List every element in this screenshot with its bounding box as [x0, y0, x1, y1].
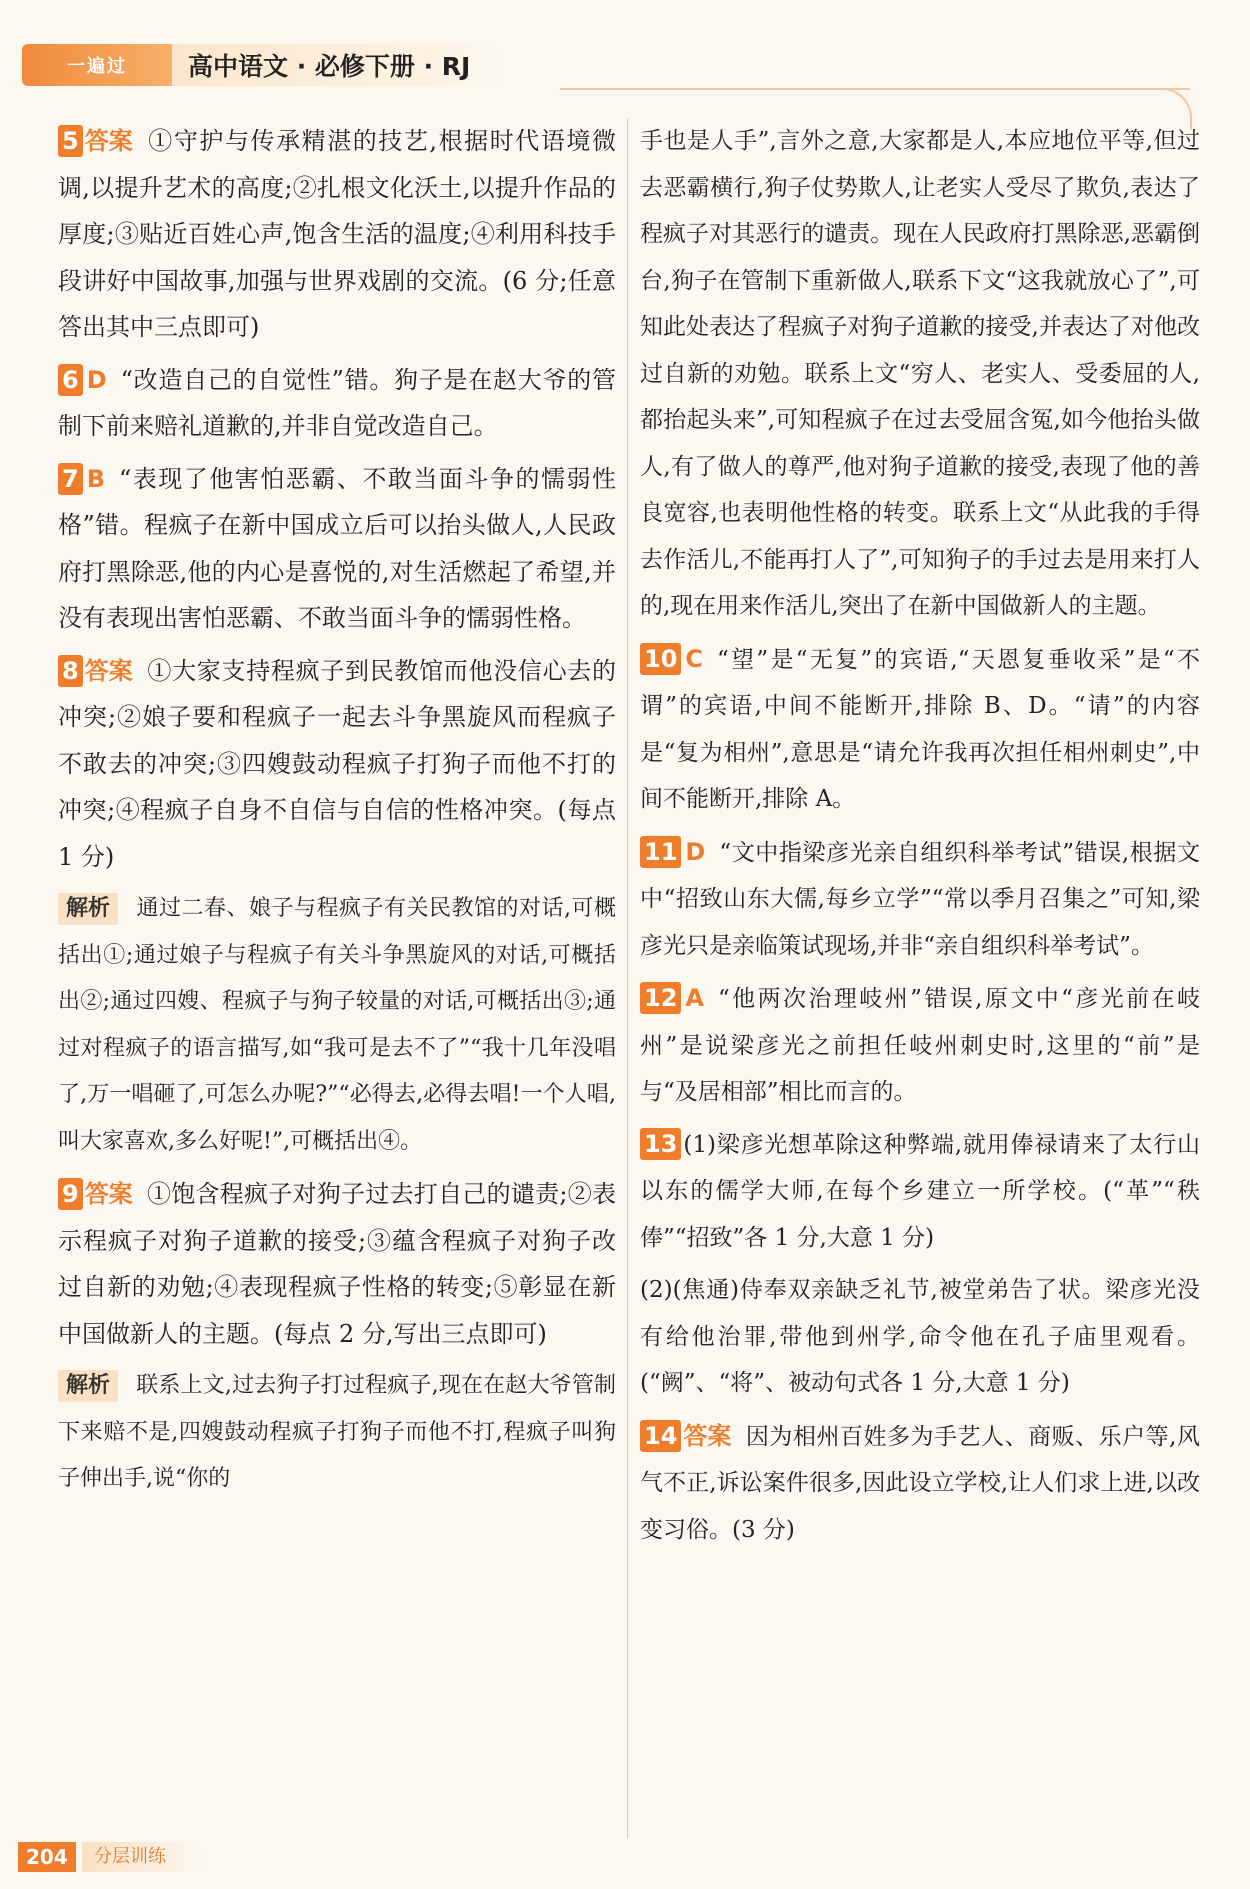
question-number-badge: 11 — [640, 836, 681, 868]
question-number-badge: 10 — [640, 643, 681, 675]
answer-text: “望”是“无复”的宾语,“天恩复垂收采”是“不谓”的宾语,中间不能断开,排除 B、D。“请”的内容是“复为相州”,意思是“请允许我再次担任相州刺史”,中间不能断开,排除 A。 — [640, 646, 1200, 812]
book-title: 高中语文 · 必修下册 · RJ — [172, 44, 510, 86]
analysis-text: 通过二春、娘子与程疯子有关民教馆的对话,可概括出①;通过娘子与程疯子有关斗争黑旋风的对话,可概括出②;通过四嫂、程疯子与狗子较量的对话,可概括出③;通过对程疯子的语言描写,如“我可是去不了”“我十几年没唱了,万一唱砸了,可怎么办呢?”“必得去,必得去唱!一个人唱,叫大家喜欢,多么好呢!”,可概括出④。 — [58, 896, 616, 1154]
answer-text: ①饱含程疯子对狗子过去打自己的谴责;②表示程疯子对狗子道歉的接受;③蕴含程疯子对狗子改过自新的劝勉;④表现程疯子性格的转变;⑤彰显在新中国做新人的主题。(每点 2 分,写出三点即可) — [58, 1180, 616, 1348]
answer-13-part-2: (2)(焦通)侍奉双亲缺乏礼节,被堂弟告了状。梁彦光没有给他治罪,带他到州学,命令他在孔子庙里观看。(“阙”、“将”、被动句式各 1 分,大意 1 分) — [640, 1277, 1200, 1396]
section-label: 分层训练 — [82, 1842, 206, 1872]
column-divider — [627, 118, 628, 1838]
question-number-badge: 14 — [640, 1420, 681, 1452]
answer-13-part-1 — [640, 1122, 1200, 1262]
answer-7 — [58, 456, 616, 642]
answer-text: “表现了他害怕恶霸、不敢当面斗争的懦弱性格”错。程疯子在新中国成立后可以抬头做人,人民政府打黑除恶,他的内心是喜悦的,对生活燃起了希望,并没有表现出害怕恶霸、不敢当面斗争的懦弱性格。 — [58, 464, 616, 632]
analysis-label: 解析 — [58, 893, 118, 925]
series-logo: 一遍过 — [22, 44, 172, 86]
question-number-badge: 12 — [640, 982, 681, 1014]
answer-label: 答案 — [84, 656, 133, 685]
page-number: 204 — [18, 1842, 76, 1872]
option-label: D — [685, 837, 706, 866]
answer-11 — [640, 829, 1200, 970]
question-number-badge: 13 — [640, 1128, 681, 1160]
header-rule — [560, 88, 1190, 90]
analysis-9 — [58, 1363, 616, 1503]
answer-9 — [58, 1171, 616, 1357]
option-label: D — [86, 365, 107, 394]
answer-text: ①守护与传承精湛的技艺,根据时代语境微调,以提升艺术的高度;②扎根文化沃土,以提升作品的厚度;③贴近百姓心声,饱含生活的温度;④利用科技手段讲好中国故事,加强与世界戏剧的交流。(6 分;任意答出其中三点即可) — [58, 127, 616, 341]
answer-text: 因为相州百姓多为手艺人、商贩、乐户等,风气不正,诉讼案件很多,因此设立学校,让人们求上进,以改变习俗。(3 分) — [640, 1423, 1200, 1543]
answer-label: 答案 — [84, 1180, 133, 1208]
answer-text: “文中指梁彦光亲自组织科举考试”错误,根据文中“招致山东大儒,每乡立学”“常以季月召集之”可知,梁彦光只是亲临策试现场,并非“亲自组织科举考试”。 — [640, 839, 1200, 959]
answer-text: “他两次治理岐州”错误,原文中“彦光前在岐州”是说梁彦光之前担任岐州刺史时,这里的“前”是与“及居相部”相比而言的。 — [640, 986, 1200, 1105]
answer-label: 答案 — [683, 1421, 732, 1450]
option-label: C — [685, 644, 704, 673]
option-label: B — [86, 464, 105, 493]
analysis-9-continued: 手也是人手”,言外之意,大家都是人,本应地位平等,但过去恶霸横行,狗子仗势欺人,让老实人受尽了欺负,表达了程疯子对其恶行的谴责。现在人民政府打黑除恶,恶霸倒台,狗子在管制下重新做人,联系下文“这我就放心了”,可知此处表达了程疯子对狗子道歉的接受,并表达了对他改过自新的劝勉。联系上文“穷人、老实人、受委屈的人,都抬起头来”,可知程疯子在过去受屈含冤,如今他抬头做人,有了做人的尊严,他对狗子道歉的接受,表现了他的善良宽容,也表明他性格的转变。联系上文“从此我的手得去作活儿,不能再打人了”,可知狗子的手过去是用来打人的,现在用来作活儿,突出了在新中国做新人的主题。 — [640, 128, 1200, 619]
question-number-badge: 8 — [58, 655, 83, 687]
answer-8 — [58, 648, 616, 881]
answer-text: (1)梁彦光想革除这种弊端,就用俸禄请来了太行山以东的儒学大师,在每个乡建立一所学校。(“革”“秩俸”“招致”各 1 分,大意 1 分) — [640, 1131, 1200, 1251]
answer-text: ①大家支持程疯子到民教馆而他没信心去的冲突;②娘子要和程疯子一起去斗争黑旋风而程疯子不敢去的冲突;③四嫂鼓动程疯子打狗子而他不打的冲突;④程疯子自身不自信与自信的性格冲突。(每点 1 分) — [58, 656, 616, 871]
analysis-8 — [58, 886, 616, 1165]
question-number-badge: 9 — [58, 1178, 83, 1210]
answer-5 — [58, 118, 616, 351]
answer-label: 答案 — [84, 127, 133, 155]
question-number-badge: 5 — [58, 125, 83, 157]
answer-12 — [640, 975, 1200, 1116]
analysis-text: 联系上文,过去狗子打过程疯子,现在在赵大爷管制下来赔不是,四嫂鼓动程疯子打狗子而他不打,程疯子叫狗子伸出手,说“你的 — [58, 1373, 616, 1491]
option-label: A — [685, 984, 704, 1012]
question-number-badge: 6 — [58, 364, 83, 396]
right-column — [640, 118, 1200, 1559]
answer-text: “改造自己的自觉性”错。狗子是在赵大爷的管制下前来赔礼道歉的,并非自觉改造自己。 — [58, 365, 616, 440]
question-number-badge: 7 — [58, 463, 83, 495]
left-column — [58, 118, 616, 1509]
analysis-label: 解析 — [58, 1370, 118, 1402]
answer-6 — [58, 357, 616, 450]
answer-14 — [640, 1413, 1200, 1554]
answer-10 — [640, 636, 1200, 823]
